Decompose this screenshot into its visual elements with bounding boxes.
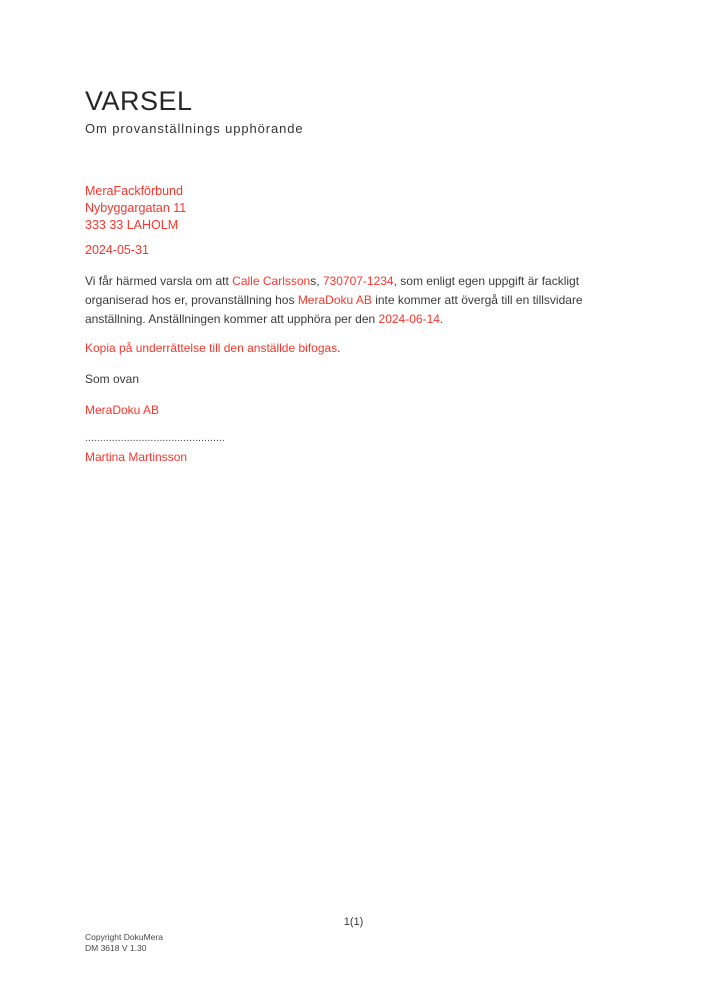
attachment-note-period: . (337, 341, 341, 355)
end-date-field: 2024-06-14 (378, 312, 440, 326)
body-text-4: inte kommer att övergå till en tillsvidare anställning. Anställningen kommer att upphöra per den (85, 293, 583, 326)
footer-info (85, 932, 163, 954)
body-text-2: s, (310, 274, 323, 288)
recipient-postal-city: 333 33 LAHOLM (85, 218, 179, 232)
employee-name-field: Calle Carlsson (232, 274, 311, 288)
recipient-name: MeraFackförbund (85, 184, 183, 198)
document-title: VARSEL (85, 86, 193, 116)
company-name-field: MeraDoku AB (297, 293, 372, 307)
body-text-5: . (439, 312, 444, 326)
closing-phrase: Som ovan (85, 372, 140, 386)
page-number: 1(1) (343, 916, 364, 928)
recipient-address-block (85, 183, 186, 234)
footer-doc-id: DM 3618 V 1.30 (85, 943, 147, 953)
body-paragraph (85, 272, 643, 329)
attachment-note-text: Kopia på underrättelse till den anställde bifogas (85, 341, 338, 355)
signatory-name: Martina Martinsson (85, 450, 188, 464)
document-date: 2024-05-31 (85, 243, 149, 257)
recipient-street: Nybyggargatan 11 (85, 201, 187, 215)
footer-copyright: Copyright DokuMera (85, 932, 163, 942)
attachment-note (85, 341, 341, 355)
body-text-3: , som enligt egen uppgift är fackligt organiserad hos er, provanställning hos (85, 274, 580, 307)
signing-company: MeraDoku AB (85, 403, 160, 417)
personal-number-field: 730707-1234 (322, 274, 394, 288)
signature-line: ............................................... (85, 433, 225, 444)
document-subtitle: Om provanställnings upphörande (85, 121, 304, 136)
body-text-1: Vi får härmed varsla om att (85, 274, 233, 288)
